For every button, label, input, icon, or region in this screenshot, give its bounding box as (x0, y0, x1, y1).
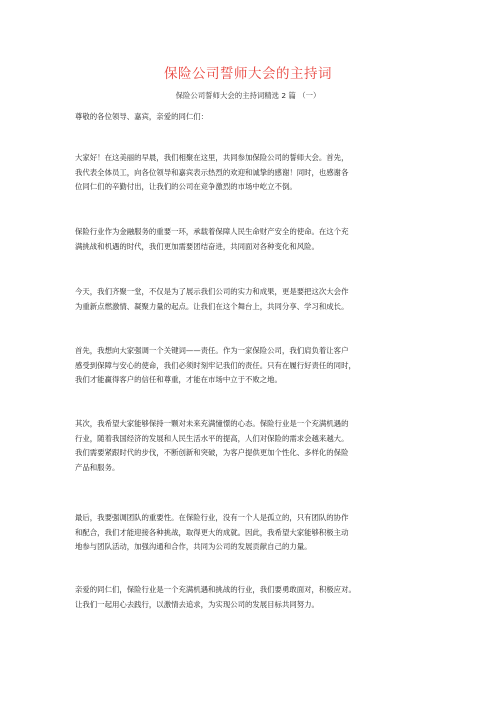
paragraph-line: 最后，我要强调团队的重要性。在保险行业，没有一个人是孤立的，只有团队的协作 (75, 513, 349, 522)
paragraph-line: 地参与团队活动，加强沟通和合作，共同为公司的发展贡献自己的力量。 (75, 542, 312, 551)
greeting-line: 尊敬的各位领导、嘉宾，亲爱的同仁们： (75, 112, 209, 121)
paragraph-future (75, 417, 435, 475)
paragraph-line: 首先，我想向大家强调一个关键词——责任。作为一家保险公司，我们肩负着让客户 (75, 346, 349, 355)
paragraph-gathering (75, 285, 435, 314)
paragraph-line: 和配合，我们才能迎接各种挑战，取得更大的成就。因此，我希望大家能够积极主动 (75, 527, 349, 537)
document-subtitle: 保险公司誓师大会的主持词精选 2 篇 （一） (175, 91, 321, 100)
paragraph-line: 其次，我希望大家能够保持一颗对未来充满憧憬的心态。保险行业是一个充满机遇的 (75, 419, 349, 428)
paragraph-responsibility (75, 344, 435, 388)
paragraph-welcome (75, 151, 435, 195)
paragraph-line: 我们需要紧跟时代的步伐，不断创新和突破，为客户提供更加个性化、多样化的保险 (75, 448, 349, 457)
paragraph-line: 让我们一起用心去践行，以激情去追求，为实现公司的发展目标共同努力。 (75, 599, 319, 609)
paragraph-line: 为重新点燃激情、凝聚力量的起点。让我们在这个舞台上，共同分享、学习和成长。 (75, 301, 349, 311)
paragraph-line: 行业，随着我国经济的发展和人民生活水平的提高，人们对保险的需求会越来越大。 (75, 433, 349, 443)
paragraph-line: 今天，我们齐聚一堂，不仅是为了展示我们公司的实力和成果，更是要把这次大会作 (75, 287, 349, 296)
paragraph-line: 我们才能赢得客户的信任和尊重，才能在市场中立于不败之地。 (75, 375, 282, 384)
document-title: 保险公司誓师大会的主持词 (164, 66, 332, 82)
paragraph-industry (75, 225, 435, 254)
paragraph-line: 满挑战和机遇的时代，我们更加需要团结奋进，共同面对各种变化和风险。 (75, 241, 319, 251)
paragraph-closing (75, 583, 435, 612)
paragraph-line: 亲爱的同仁们，保险行业是一个充满机遇和挑战的行业，我们要勇敢面对，积极应对。 (75, 585, 356, 594)
paragraph-line: 大家好！在这美丽的早晨，我们相聚在这里，共同参加保险公司的誓师大会。首先， (75, 153, 349, 162)
paragraph-teamwork (75, 511, 435, 555)
paragraph-line: 感受到保障与安心的使命，我们必须时刻牢记我们的责任。只有在履行好责任的同时， (75, 360, 356, 370)
paragraph-line: 保险行业作为金融服务的重要一环，承载着保障人民生命财产安全的使命。在这个充 (75, 227, 349, 236)
paragraph-line: 产品和服务。 (75, 462, 120, 472)
paragraph-line: 我代表全体员工，向各位领导和嘉宾表示热烈的欢迎和诚挚的感谢！同时，也感谢各 (75, 167, 349, 177)
paragraph-line: 位同仁们的辛勤付出，让我们的公司在竞争激烈的市场中屹立不倒。 (75, 182, 297, 191)
